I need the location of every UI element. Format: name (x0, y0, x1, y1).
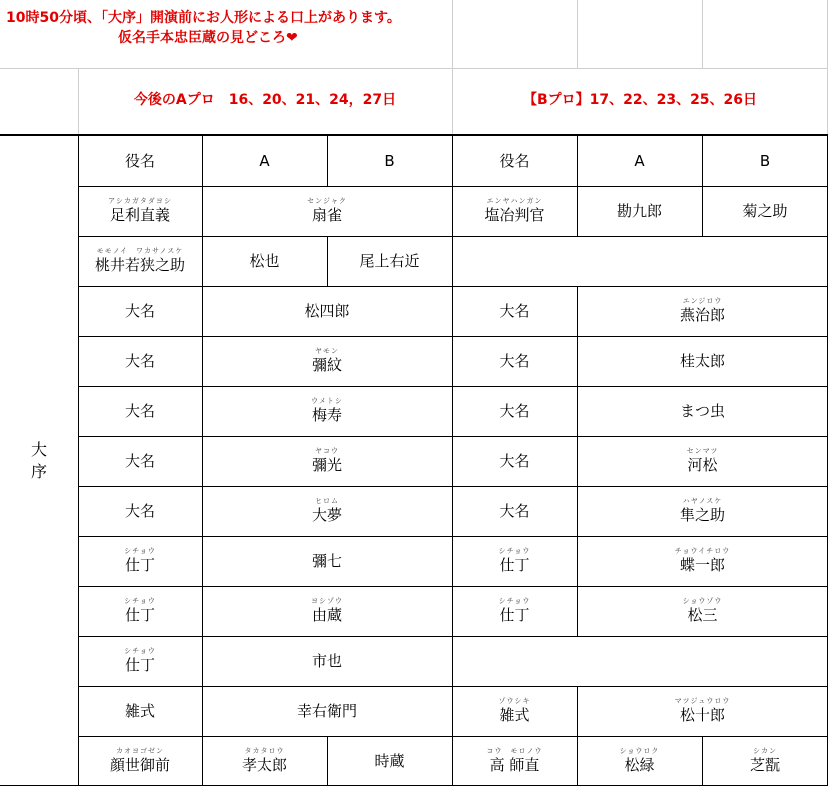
role-cell: 大名 (124, 301, 155, 320)
grid-line (78, 536, 828, 537)
role-cell-right: コウ モロノウ 高 師直 (486, 747, 543, 775)
cast-cell-right: ショウゾウ 松三 (682, 597, 723, 625)
role-cell: 大名 (124, 401, 155, 420)
column-header-b: B (384, 151, 395, 170)
cast-b-cell: 時蔵 (374, 751, 405, 770)
grid-line (452, 0, 453, 68)
program-a-dates: 今後のAプロ 16、20、21、24，27日 (133, 92, 397, 109)
cast-cell-right: エンジロウ 燕治郎 (679, 297, 725, 325)
title-line-1: 10時50分頃、「大序」開演前にお人形による口上があります。 (6, 10, 401, 26)
grid-line (452, 136, 453, 786)
role-cell: 大名 (124, 351, 155, 370)
grid-line (78, 286, 828, 287)
grid-line (78, 586, 828, 587)
grid-line (0, 68, 828, 69)
role-cell-right: 大名 (499, 401, 530, 420)
cast-cell: 幸右衛門 (296, 701, 357, 720)
grid-line (78, 336, 828, 337)
cast-cell: センジャク 扇雀 (307, 197, 347, 225)
grid-line (78, 68, 79, 134)
cast-cell: ヒロム 大夢 (311, 497, 342, 525)
grid-line (702, 736, 703, 786)
grid-line (327, 736, 328, 786)
role-cell-right: エンヤハンガン 塩冶判官 (484, 197, 545, 225)
grid-line (78, 736, 828, 737)
grid-line (78, 686, 828, 687)
role-cell: 大名 (124, 451, 155, 470)
role-cell: シチョウ 仕丁 (124, 647, 156, 675)
grid-line (577, 286, 578, 636)
column-header-a-right: A (634, 151, 645, 170)
grid-line (78, 636, 828, 637)
grid-line (78, 236, 828, 237)
role-cell: モモノイ ワカサノスケ 桃井若狭之助 (94, 247, 185, 275)
column-header-a: A (259, 151, 270, 170)
role-cell: カオヨゴゼン 顔世御前 (109, 747, 170, 775)
role-cell-right: 大名 (499, 351, 530, 370)
cast-cell: 市也 (311, 651, 342, 670)
grid-line (78, 136, 79, 786)
cast-a-cell: タカタロウ 孝太郎 (241, 747, 287, 775)
program-b-dates: 【Bプロ】17、22、23、25、26日 (522, 92, 758, 109)
grid-line (78, 436, 828, 437)
cast-cell-right: マツジュウロウ 松十郎 (674, 697, 731, 725)
role-cell-right: シチョウ 仕丁 (498, 547, 531, 575)
cast-cell: ウメトシ 梅寿 (311, 397, 343, 425)
column-header-role-right: 役名 (499, 151, 530, 170)
role-cell: シチョウ 仕丁 (124, 597, 156, 625)
header-title (0, 0, 452, 68)
cast-a-cell-right: 勘九郎 (616, 201, 662, 220)
act-name: 大 序 (30, 440, 47, 481)
role-cell: 雑式 (124, 701, 155, 720)
title-line-2: 仮名手本忠臣蔵の見どころ❤ (118, 30, 298, 46)
role-cell: アシカガタダヨシ 足利直義 (108, 197, 172, 225)
role-cell-right: ゾウシキ 雑式 (498, 697, 531, 725)
cast-cell: ヤモン 彌紋 (311, 347, 342, 375)
cast-cell-right: 桂太郎 (679, 351, 725, 370)
cast-cell: 松四郎 (304, 301, 350, 320)
cast-cell-right: センマツ 河松 (686, 447, 719, 475)
grid-line (702, 136, 703, 236)
role-cell-right: 大名 (499, 301, 530, 320)
grid-line (577, 136, 578, 236)
grid-line (452, 68, 453, 134)
grid-line (78, 386, 828, 387)
cast-a-cell: 松也 (249, 251, 280, 270)
grid-line (78, 186, 828, 187)
cast-b-cell-right: 菊之助 (742, 201, 788, 220)
column-header-b-right: B (759, 151, 771, 170)
cast-cell: 彌七 (311, 551, 342, 570)
grid-line (202, 136, 203, 786)
grid-line (327, 236, 328, 286)
role-cell-right: 大名 (499, 451, 530, 470)
cast-b-cell-right: シカン 芝翫 (749, 747, 780, 775)
role-cell: シチョウ 仕丁 (124, 547, 156, 575)
cast-a-cell-right: ショウロク 松緑 (619, 747, 660, 775)
cast-cell-right: まつ虫 (679, 401, 725, 420)
role-cell-right: シチョウ 仕丁 (498, 597, 531, 625)
role-cell-right: 大名 (499, 501, 530, 520)
grid-line (702, 0, 703, 68)
cast-b-cell: 尾上右近 (359, 251, 420, 270)
cast-cell: ヤコウ 彌光 (311, 447, 342, 475)
table-top-border (0, 134, 828, 136)
column-header-role: 役名 (124, 151, 155, 170)
grid-line (327, 136, 328, 186)
cast-cell-right: ハヤノスケ 隼之助 (679, 497, 725, 525)
grid-line (78, 486, 828, 487)
cast-cell: ヨシゾウ 由蔵 (311, 597, 343, 625)
grid-line (577, 686, 578, 786)
heart-icon: ❤ (286, 30, 298, 46)
cast-cell-right: チョウイチロウ 蝶一郎 (674, 547, 731, 575)
role-cell: 大名 (124, 501, 155, 520)
grid-line (577, 0, 578, 68)
